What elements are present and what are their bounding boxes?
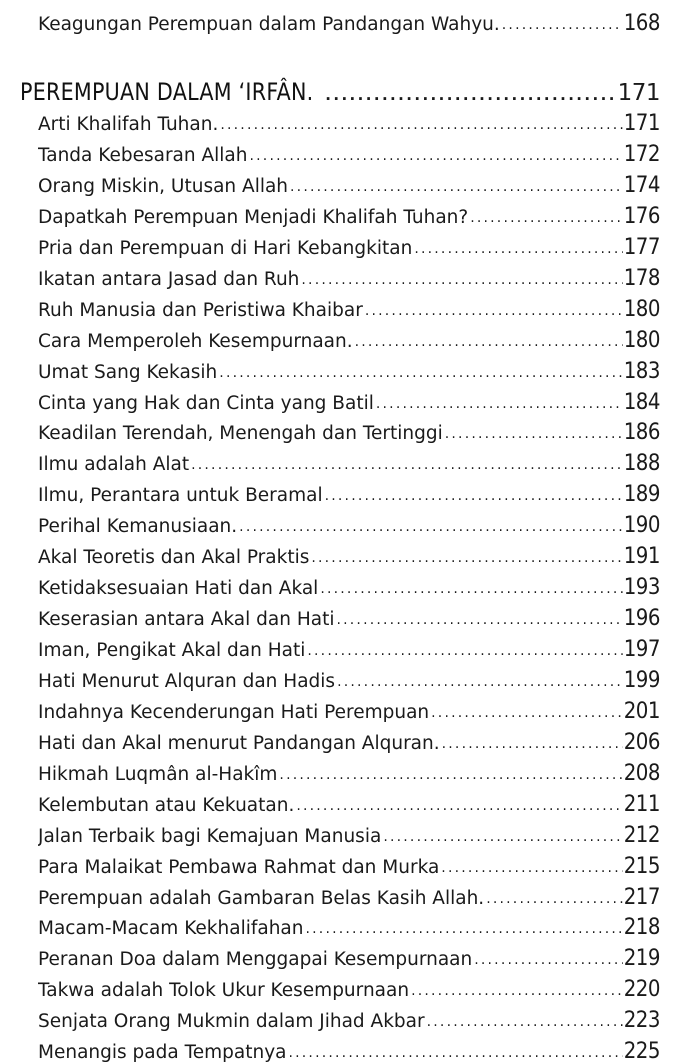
toc-entry-title: Ruh Manusia dan Peristiwa Khaibar: [38, 299, 363, 321]
toc-entry: [38, 508, 660, 538]
dot-leader: [411, 980, 623, 1002]
dot-leader: [307, 640, 622, 662]
toc-entry: [38, 415, 660, 445]
toc-entry-page: 184: [623, 389, 660, 415]
toc-entry: [38, 910, 660, 940]
toc-entry-page: 193: [623, 575, 660, 601]
toc-entry-title: Iman, Pengikat Akal dan Hati: [38, 640, 306, 661]
dot-leader: [279, 764, 622, 786]
toc-entry-title: Senjata Orang Mukmin dalam Jihad Akbar: [38, 1011, 425, 1033]
toc-entry-page: 215: [623, 853, 660, 879]
toc-entry-page: 168: [623, 11, 660, 36]
toc-entry-title: Jalan Terbaik bagi Kemajuan Manusia: [38, 825, 382, 847]
toc-entry: [38, 137, 660, 167]
toc-entry-title: Peranan Doa dalam Menggapai Kesempurnaan: [38, 949, 473, 971]
toc-entry-page: 197: [623, 637, 660, 662]
toc-entry-page: 212: [623, 822, 660, 848]
dot-leader: [306, 918, 623, 940]
toc-entry-title: Hati dan Akal menurut Pandangan Alquran.: [38, 732, 440, 754]
dot-leader: [474, 949, 622, 971]
toc-entry: [38, 694, 660, 724]
toc-entry-title: Orang Miskin, Utusan Allah: [38, 175, 289, 197]
dot-leader: [336, 609, 622, 631]
dot-leader: [288, 1042, 622, 1064]
toc-entry: [38, 106, 660, 136]
toc-entry: [38, 477, 660, 507]
toc-entry: [38, 818, 660, 848]
dot-leader: [219, 362, 622, 384]
toc-entry-title: Arti Khalifah Tuhan.: [38, 114, 219, 135]
toc-entry-page: 190: [623, 513, 660, 539]
toc-entry-title: Kelembutan atau Kekuatan.: [38, 794, 295, 816]
dot-leader: [325, 84, 617, 106]
toc-entry: [38, 632, 660, 662]
toc-entry: [38, 446, 660, 476]
toc-entry: [38, 292, 660, 322]
toc-entry-page: 188: [623, 451, 660, 477]
chapter-title: PEREMPUAN DALAM ‘IRFÂN.: [20, 78, 314, 106]
dot-leader: [365, 300, 623, 322]
toc-entry: [38, 725, 660, 755]
toc-entry-page: 183: [623, 358, 660, 384]
toc-entry: [38, 941, 660, 971]
dot-leader: [337, 671, 623, 693]
toc-entry: [38, 1003, 660, 1033]
dot-leader: [445, 423, 623, 445]
dot-leader: [502, 14, 623, 36]
toc-entry-page: 178: [623, 265, 660, 291]
toc-entry-title: Dapatkah Perempuan Menjadi Khalifah Tuhan?: [38, 206, 469, 228]
toc-entry-page: 174: [623, 172, 660, 198]
toc-entry-title: Macam-Macam Kekhalifahan: [38, 918, 304, 940]
toc-entry-page: 206: [623, 729, 660, 755]
toc-entry-title: Indahnya Kecenderungan Hati Perempuan: [38, 701, 430, 723]
dot-leader: [320, 578, 622, 600]
toc-entry-page: 211: [623, 791, 660, 817]
toc-entry-title: Ilmu adalah Alat: [38, 454, 190, 476]
dot-leader: [486, 888, 623, 910]
toc-entry-title: Perihal Kemanusiaan.: [38, 516, 238, 538]
toc-entry-title: Cinta yang Hak dan Cinta yang Batil: [38, 392, 374, 414]
toc-entry-title: Tanda Kebesaran Allah: [38, 144, 248, 166]
dot-leader: [376, 393, 623, 415]
toc-entry-page: 218: [623, 915, 660, 941]
toc-entry-title: Perempuan adalah Gambaran Belas Kasih Allah.: [38, 887, 485, 909]
dot-leader: [290, 176, 623, 198]
toc-entry-title: Hikmah Luqmân al-Hakîm: [38, 763, 278, 785]
dot-leader: [414, 238, 622, 260]
toc-entry-page: 177: [623, 234, 660, 260]
chapter-heading: [20, 70, 660, 106]
toc-entry: [38, 385, 660, 415]
toc-entry-page: 220: [623, 977, 660, 1003]
toc-entry-page: 191: [623, 544, 660, 570]
toc-entry-title: Umat Sang Kekasih: [38, 361, 218, 383]
toc-entry: [38, 199, 660, 229]
toc-entry-page: 217: [623, 884, 660, 910]
toc-entry-page: 199: [623, 667, 660, 693]
toc-entry: [38, 849, 660, 879]
dot-leader: [239, 516, 623, 538]
toc-entry-page: 225: [623, 1039, 660, 1064]
chapter-page: 171: [617, 80, 660, 106]
toc-entry: [38, 663, 660, 693]
toc-entry-page: 186: [623, 420, 660, 446]
dot-leader: [383, 826, 622, 848]
toc-entry: [38, 570, 660, 600]
dot-leader: [191, 454, 623, 476]
toc-entry: [38, 972, 660, 1002]
toc-entry-title: Pria dan Perempuan di Hari Kebangkitan: [38, 237, 413, 259]
dot-leader: [301, 269, 622, 291]
toc-entry-page: 201: [623, 698, 660, 724]
toc-entry-page: 208: [623, 760, 660, 786]
toc-entry-page: 223: [623, 1008, 660, 1034]
toc-entry: [38, 6, 660, 36]
dot-leader: [220, 114, 622, 136]
toc-entry-title: Para Malaikat Pembawa Rahmat dan Murka: [38, 856, 440, 878]
toc-entry: [38, 354, 660, 384]
toc-entry: [38, 261, 660, 291]
dot-leader: [296, 795, 622, 817]
dot-leader: [325, 485, 623, 507]
toc-entry-title: Ikatan antara Jasad dan Ruh: [38, 268, 300, 290]
toc-entry-page: 189: [623, 482, 660, 508]
toc-entry-title: Keagungan Perempuan dalam Pandangan Wahyu.: [38, 14, 500, 35]
toc-entry-title: Menangis pada Tempatnya: [38, 1042, 287, 1064]
toc-entry-page: 176: [623, 203, 660, 229]
toc-entry-title: Keserasian antara Akal dan Hati: [38, 609, 335, 630]
toc-entry: [38, 880, 660, 910]
dot-leader: [470, 207, 623, 229]
toc-entry-page: 171: [623, 111, 660, 136]
dot-leader: [311, 547, 622, 569]
dot-leader: [250, 145, 623, 167]
toc-entry: [38, 168, 660, 198]
toc-entry-page: 180: [623, 327, 660, 353]
dot-leader: [441, 857, 622, 879]
toc-entry: [38, 230, 660, 260]
toc-entry-page: 219: [623, 946, 660, 972]
toc-entry-title: Ilmu, Perantara untuk Beramal: [38, 485, 323, 507]
toc-entry: [38, 323, 660, 353]
toc-entry-title: Takwa adalah Tolok Ukur Kesempurnaan: [38, 980, 410, 1002]
toc-entry-title: Keadilan Terendah, Menengah dan Tertinggi: [38, 423, 443, 445]
toc-entry-page: 172: [623, 141, 660, 167]
toc-entry: [38, 756, 660, 786]
toc-entry-page: 180: [623, 296, 660, 322]
toc-entry-title: Akal Teoretis dan Akal Praktis: [38, 547, 310, 569]
toc-entry-title: Hati Menurut Alquran dan Hadis: [38, 670, 336, 692]
toc-entry: [38, 539, 660, 569]
dot-leader: [427, 1011, 623, 1033]
toc-entry-title: Ketidaksesuaian Hati dan Akal: [38, 578, 319, 600]
dot-leader: [442, 733, 623, 755]
toc-entry: [38, 601, 660, 631]
dot-leader: [355, 331, 623, 353]
toc-entry: [38, 787, 660, 817]
toc-entry-page: 196: [623, 606, 660, 631]
toc-entry-title: Cara Memperoleh Kesempurnaan.: [38, 330, 353, 352]
dot-leader: [431, 702, 623, 724]
